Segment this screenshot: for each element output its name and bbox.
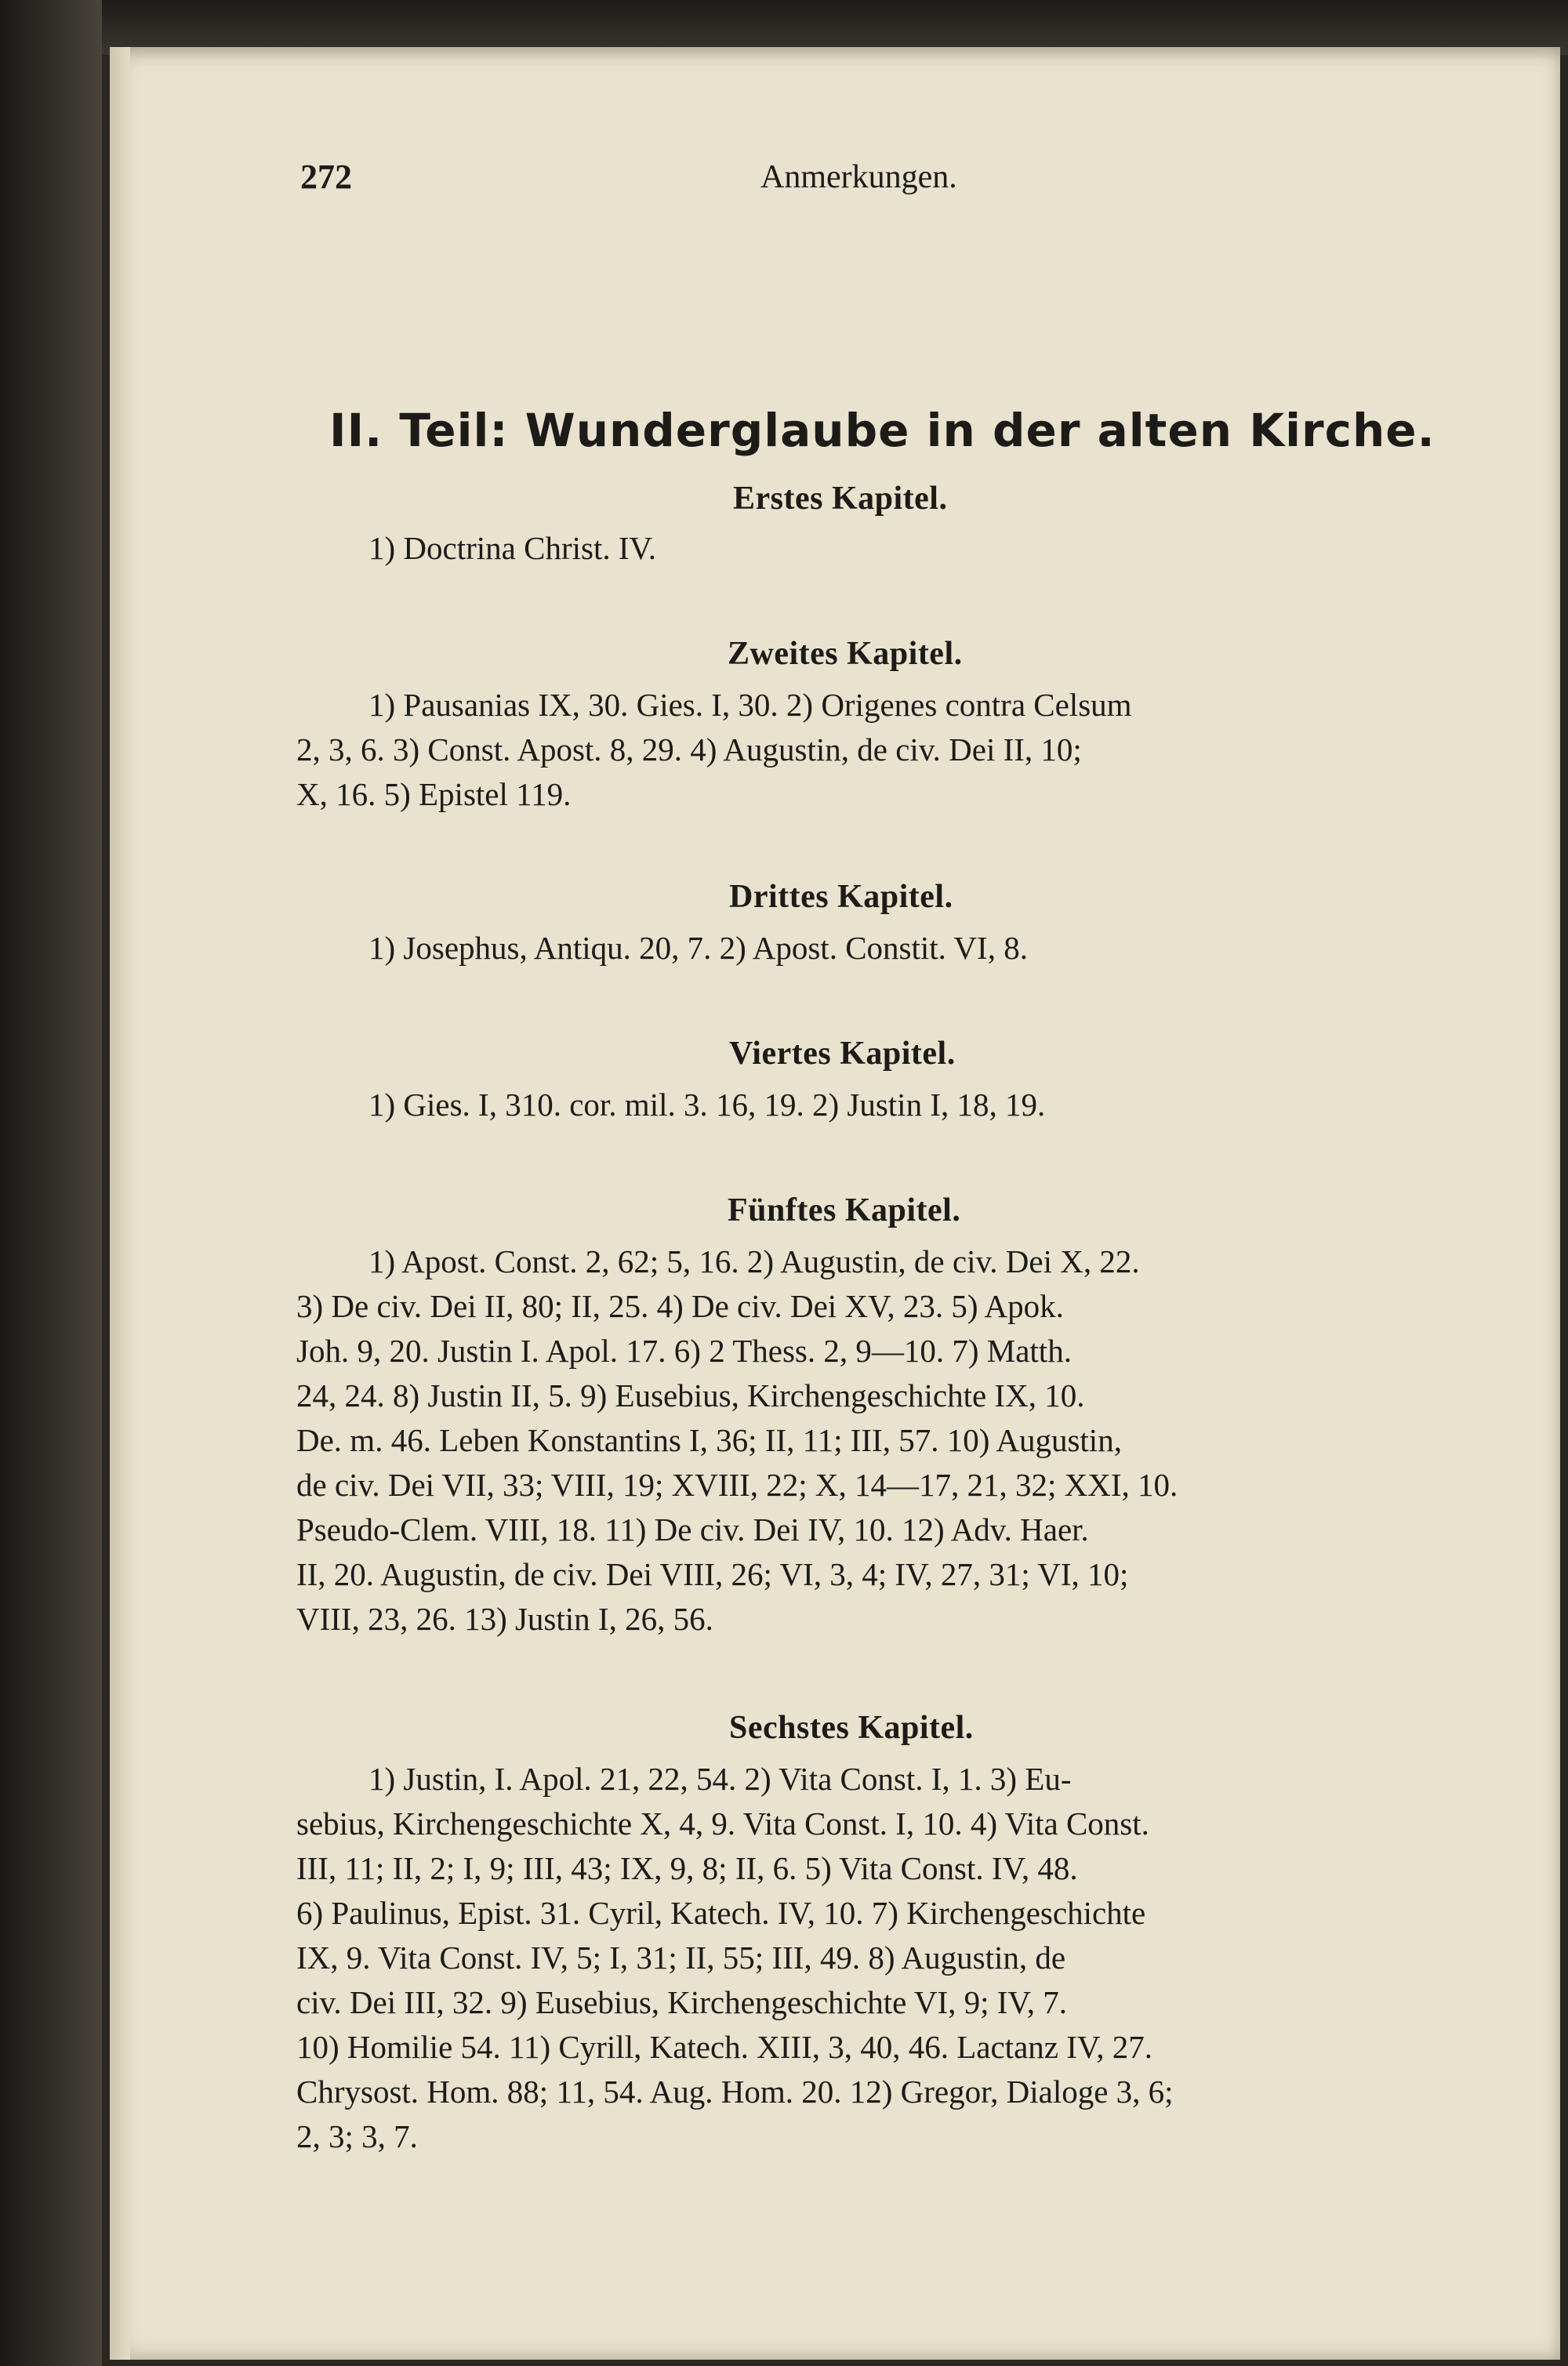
chapter-heading: Fünftes Kapitel. bbox=[728, 1192, 961, 1228]
note-line: 10) Homilie 54. 11) Cyrill, Katech. XIII, 3, 40, 46. Lactanz IV, 27. bbox=[296, 2029, 1152, 2065]
note-line: 1) Apost. Const. 2, 62; 5, 16. 2) Augustin, de civ. Dei X, 22. bbox=[368, 1243, 1140, 1279]
chapter-heading: Sechstes Kapitel. bbox=[729, 1710, 974, 1746]
chapter-heading: Viertes Kapitel. bbox=[729, 1036, 956, 1072]
note-line: De. m. 46. Leben Konstantins I, 36; II, 11; III, 57. 10) Augustin, bbox=[296, 1422, 1122, 1458]
note-line: IX, 9. Vita Const. IV, 5; I, 31; II, 55; III, 49. 8) Augustin, de bbox=[296, 1940, 1066, 1976]
note-line: 3) De civ. Dei II, 80; II, 25. 4) De civ. Dei XV, 23. 5) Apok. bbox=[296, 1288, 1064, 1324]
note-line: 1) Gies. I, 310. cor. mil. 3. 16, 19. 2) Justin I, 18, 19. bbox=[368, 1087, 1046, 1123]
note-line: Chrysost. Hom. 88; 11, 54. Aug. Hom. 20. 12) Gregor, Dialoge 3, 6; bbox=[296, 2074, 1174, 2110]
note-line: III, 11; II, 2; I, 9; III, 43; IX, 9, 8; II, 6. 5) Vita Const. IV, 48. bbox=[296, 1850, 1078, 1886]
book-cover-spine bbox=[0, 0, 102, 2366]
note-line: de civ. Dei VII, 33; VIII, 19; XVIII, 22; X, 14—17, 21, 32; XXI, 10. bbox=[296, 1467, 1178, 1503]
note-line: 1) Doctrina Christ. IV. bbox=[368, 530, 657, 566]
part-title: II. Teil: Wunderglaube in der alten Kirche. bbox=[329, 404, 1436, 457]
page-number: 272 bbox=[300, 158, 352, 196]
note-line: Joh. 9, 20. Justin I. Apol. 17. 6) 2 Thess. 2, 9—10. 7) Matth. bbox=[296, 1333, 1072, 1369]
note-line: civ. Dei III, 32. 9) Eusebius, Kirchengeschichte VI, 9; IV, 7. bbox=[296, 1984, 1067, 2020]
note-line: sebius, Kirchengeschichte X, 4, 9. Vita Const. I, 10. 4) Vita Const. bbox=[296, 1805, 1149, 1842]
note-line: 6) Paulinus, Epist. 31. Cyril, Katech. IV, 10. 7) Kirchengeschichte bbox=[296, 1895, 1146, 1931]
chapter-heading: Drittes Kapitel. bbox=[729, 879, 953, 915]
note-line: 1) Josephus, Antiqu. 20, 7. 2) Apost. Constit. VI, 8. bbox=[368, 930, 1028, 966]
note-line: 2, 3, 6. 3) Const. Apost. 8, 29. 4) Augustin, de civ. Dei II, 10; bbox=[296, 731, 1082, 767]
note-line: VIII, 23, 26. 13) Justin I, 26, 56. bbox=[296, 1601, 713, 1637]
note-line: 1) Justin, I. Apol. 21, 22, 54. 2) Vita Const. I, 1. 3) Eu- bbox=[368, 1761, 1072, 1797]
page-gutter bbox=[110, 47, 130, 2360]
chapter-heading: Erstes Kapitel. bbox=[733, 481, 948, 517]
note-line: 2, 3; 3, 7. bbox=[296, 2118, 418, 2154]
note-line: 24, 24. 8) Justin II, 5. 9) Eusebius, Kirchengeschichte IX, 10. bbox=[296, 1377, 1085, 1413]
chapter-heading: Zweites Kapitel. bbox=[728, 636, 963, 672]
note-line: Pseudo-Clem. VIII, 18. 11) De civ. Dei IV, 10. 12) Adv. Haer. bbox=[296, 1511, 1089, 1548]
running-title: Anmerkungen. bbox=[760, 159, 957, 195]
note-line: 1) Pausanias IX, 30. Gies. I, 30. 2) Origenes contra Celsum bbox=[368, 687, 1132, 723]
note-line: X, 16. 5) Epistel 119. bbox=[296, 776, 572, 812]
note-line: II, 20. Augustin, de civ. Dei VIII, 26; VI, 3, 4; IV, 27, 31; VI, 10; bbox=[296, 1556, 1129, 1592]
